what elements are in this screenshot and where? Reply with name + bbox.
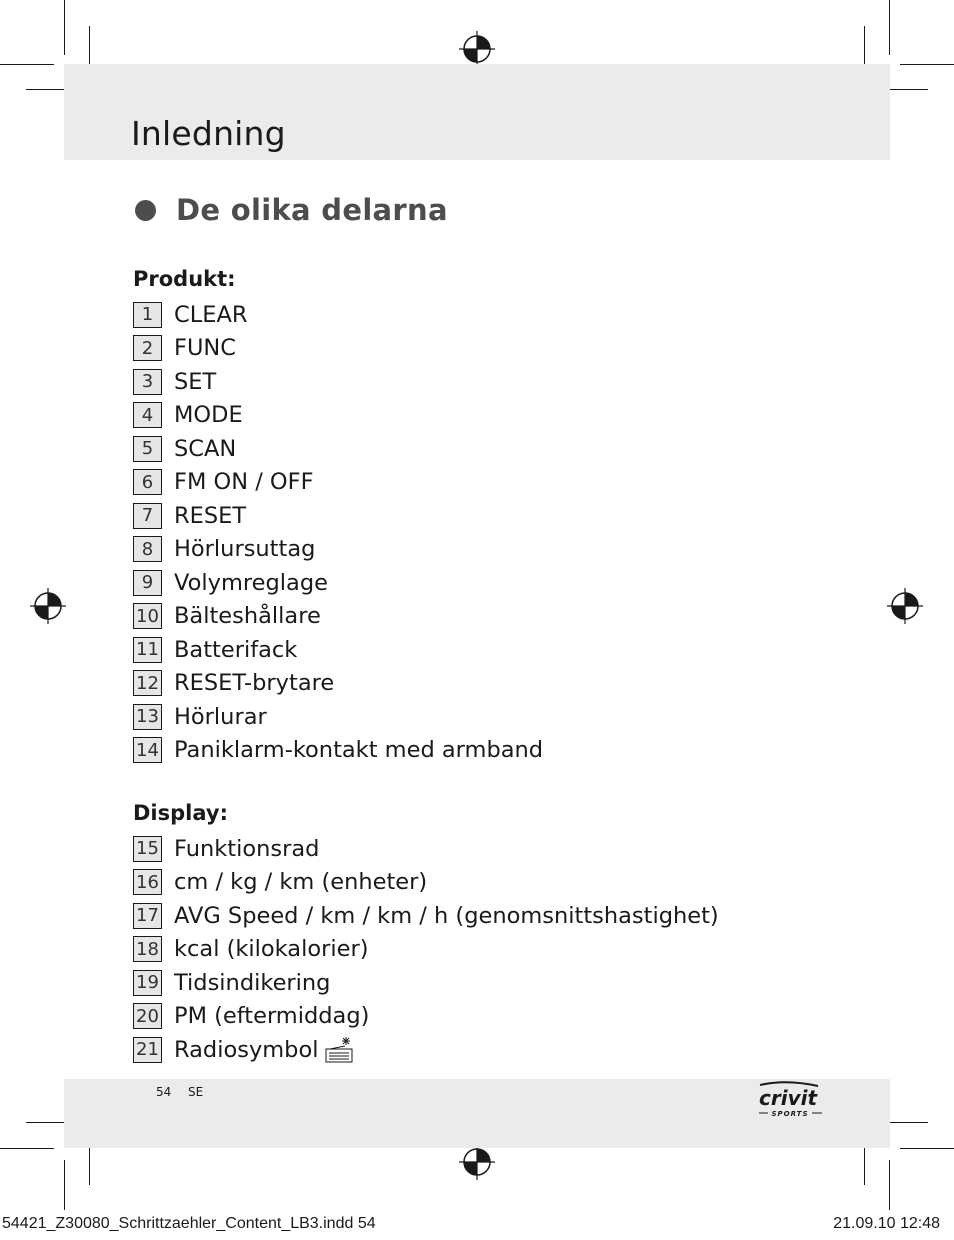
item-number: 18 [133,936,162,962]
list-item [133,933,719,967]
section-heading [135,193,448,227]
language-code: SE [188,1085,204,1099]
list-item [133,667,543,701]
crivit-logo-icon [756,1080,824,1120]
item-label: FM ON / OFF [174,469,314,496]
item-number: 21 [133,1037,162,1063]
page-number: 54 [156,1085,172,1099]
list-item [133,866,719,900]
list-item [133,734,543,768]
list-item [133,432,543,466]
list-item [133,499,543,533]
list-item [133,298,543,332]
date-time-slug: 21.09.10 12:48 [833,1215,940,1232]
file-slug: 54421_Z30080_Schrittzaehler_Content_LB3.indd 54 [2,1215,376,1232]
item-number: 17 [133,903,162,929]
item-label: Tidsindikering [174,969,331,996]
item-label: FUNC [174,335,236,362]
list-item [133,1033,719,1067]
item-number: 5 [133,436,162,462]
list-item [133,332,543,366]
item-label: Funktionsrad [174,835,320,862]
brand-subline: SPORTS [771,1110,809,1118]
product-list [133,298,543,767]
item-label: Radiosymbol [174,1036,319,1063]
item-number: 4 [133,402,162,428]
item-label: Batterifack [174,636,298,663]
item-label: MODE [174,402,243,429]
list-item [133,365,543,399]
item-number: 8 [133,536,162,562]
item-label: cm / kg / km (enheter) [174,869,428,896]
list-item [133,566,543,600]
item-number: 7 [133,503,162,529]
item-label: Volymreglage [174,569,328,596]
list-item [133,899,719,933]
item-label: SET [174,368,217,395]
display-list [133,832,719,1067]
list-item [133,700,543,734]
registration-mark-icon [459,1144,495,1180]
list-item [133,466,543,500]
item-label: AVG Speed / km / km / h (genomsnittshastighet) [174,902,719,929]
item-number: 10 [133,603,162,629]
list-item [133,966,719,1000]
item-label: CLEAR [174,301,248,328]
item-label: PM (eftermiddag) [174,1003,370,1030]
item-label: Hörlursuttag [174,536,316,563]
registration-mark-icon [887,588,923,624]
item-number: 12 [133,670,162,696]
list-item [133,832,719,866]
item-label: RESET [174,502,247,529]
item-number: 3 [133,369,162,395]
list-item [133,633,543,667]
item-label: kcal (kilokalorier) [174,936,369,963]
page-title: Inledning [131,114,286,153]
registration-mark-icon [459,31,495,67]
item-number: 11 [133,637,162,663]
list-item [133,399,543,433]
item-number: 15 [133,836,162,862]
item-number: 13 [133,704,162,730]
item-label: Hörlurar [174,703,267,730]
item-number: 6 [133,469,162,495]
item-number: 9 [133,570,162,596]
item-number: 2 [133,335,162,361]
list-item [133,533,543,567]
item-label: Bälteshållare [174,603,321,630]
list-item [133,600,543,634]
display-label: Display: [133,801,228,825]
list-item [133,1000,719,1034]
item-number: 20 [133,1003,162,1029]
item-number: 14 [133,737,162,763]
product-label: Produkt: [133,267,236,291]
item-label: RESET-brytare [174,670,335,697]
section-heading-text: De olika delarna [176,193,448,227]
item-number: 19 [133,970,162,996]
registration-mark-icon [30,588,66,624]
bullet-dot-icon [135,200,156,221]
item-label: SCAN [174,435,237,462]
item-number: 1 [133,302,162,328]
item-label: Paniklarm-kontakt med armband [174,737,544,764]
item-number: 16 [133,869,162,895]
brand-name: crivit [759,1086,818,1110]
radio-symbol-icon [324,1036,354,1064]
